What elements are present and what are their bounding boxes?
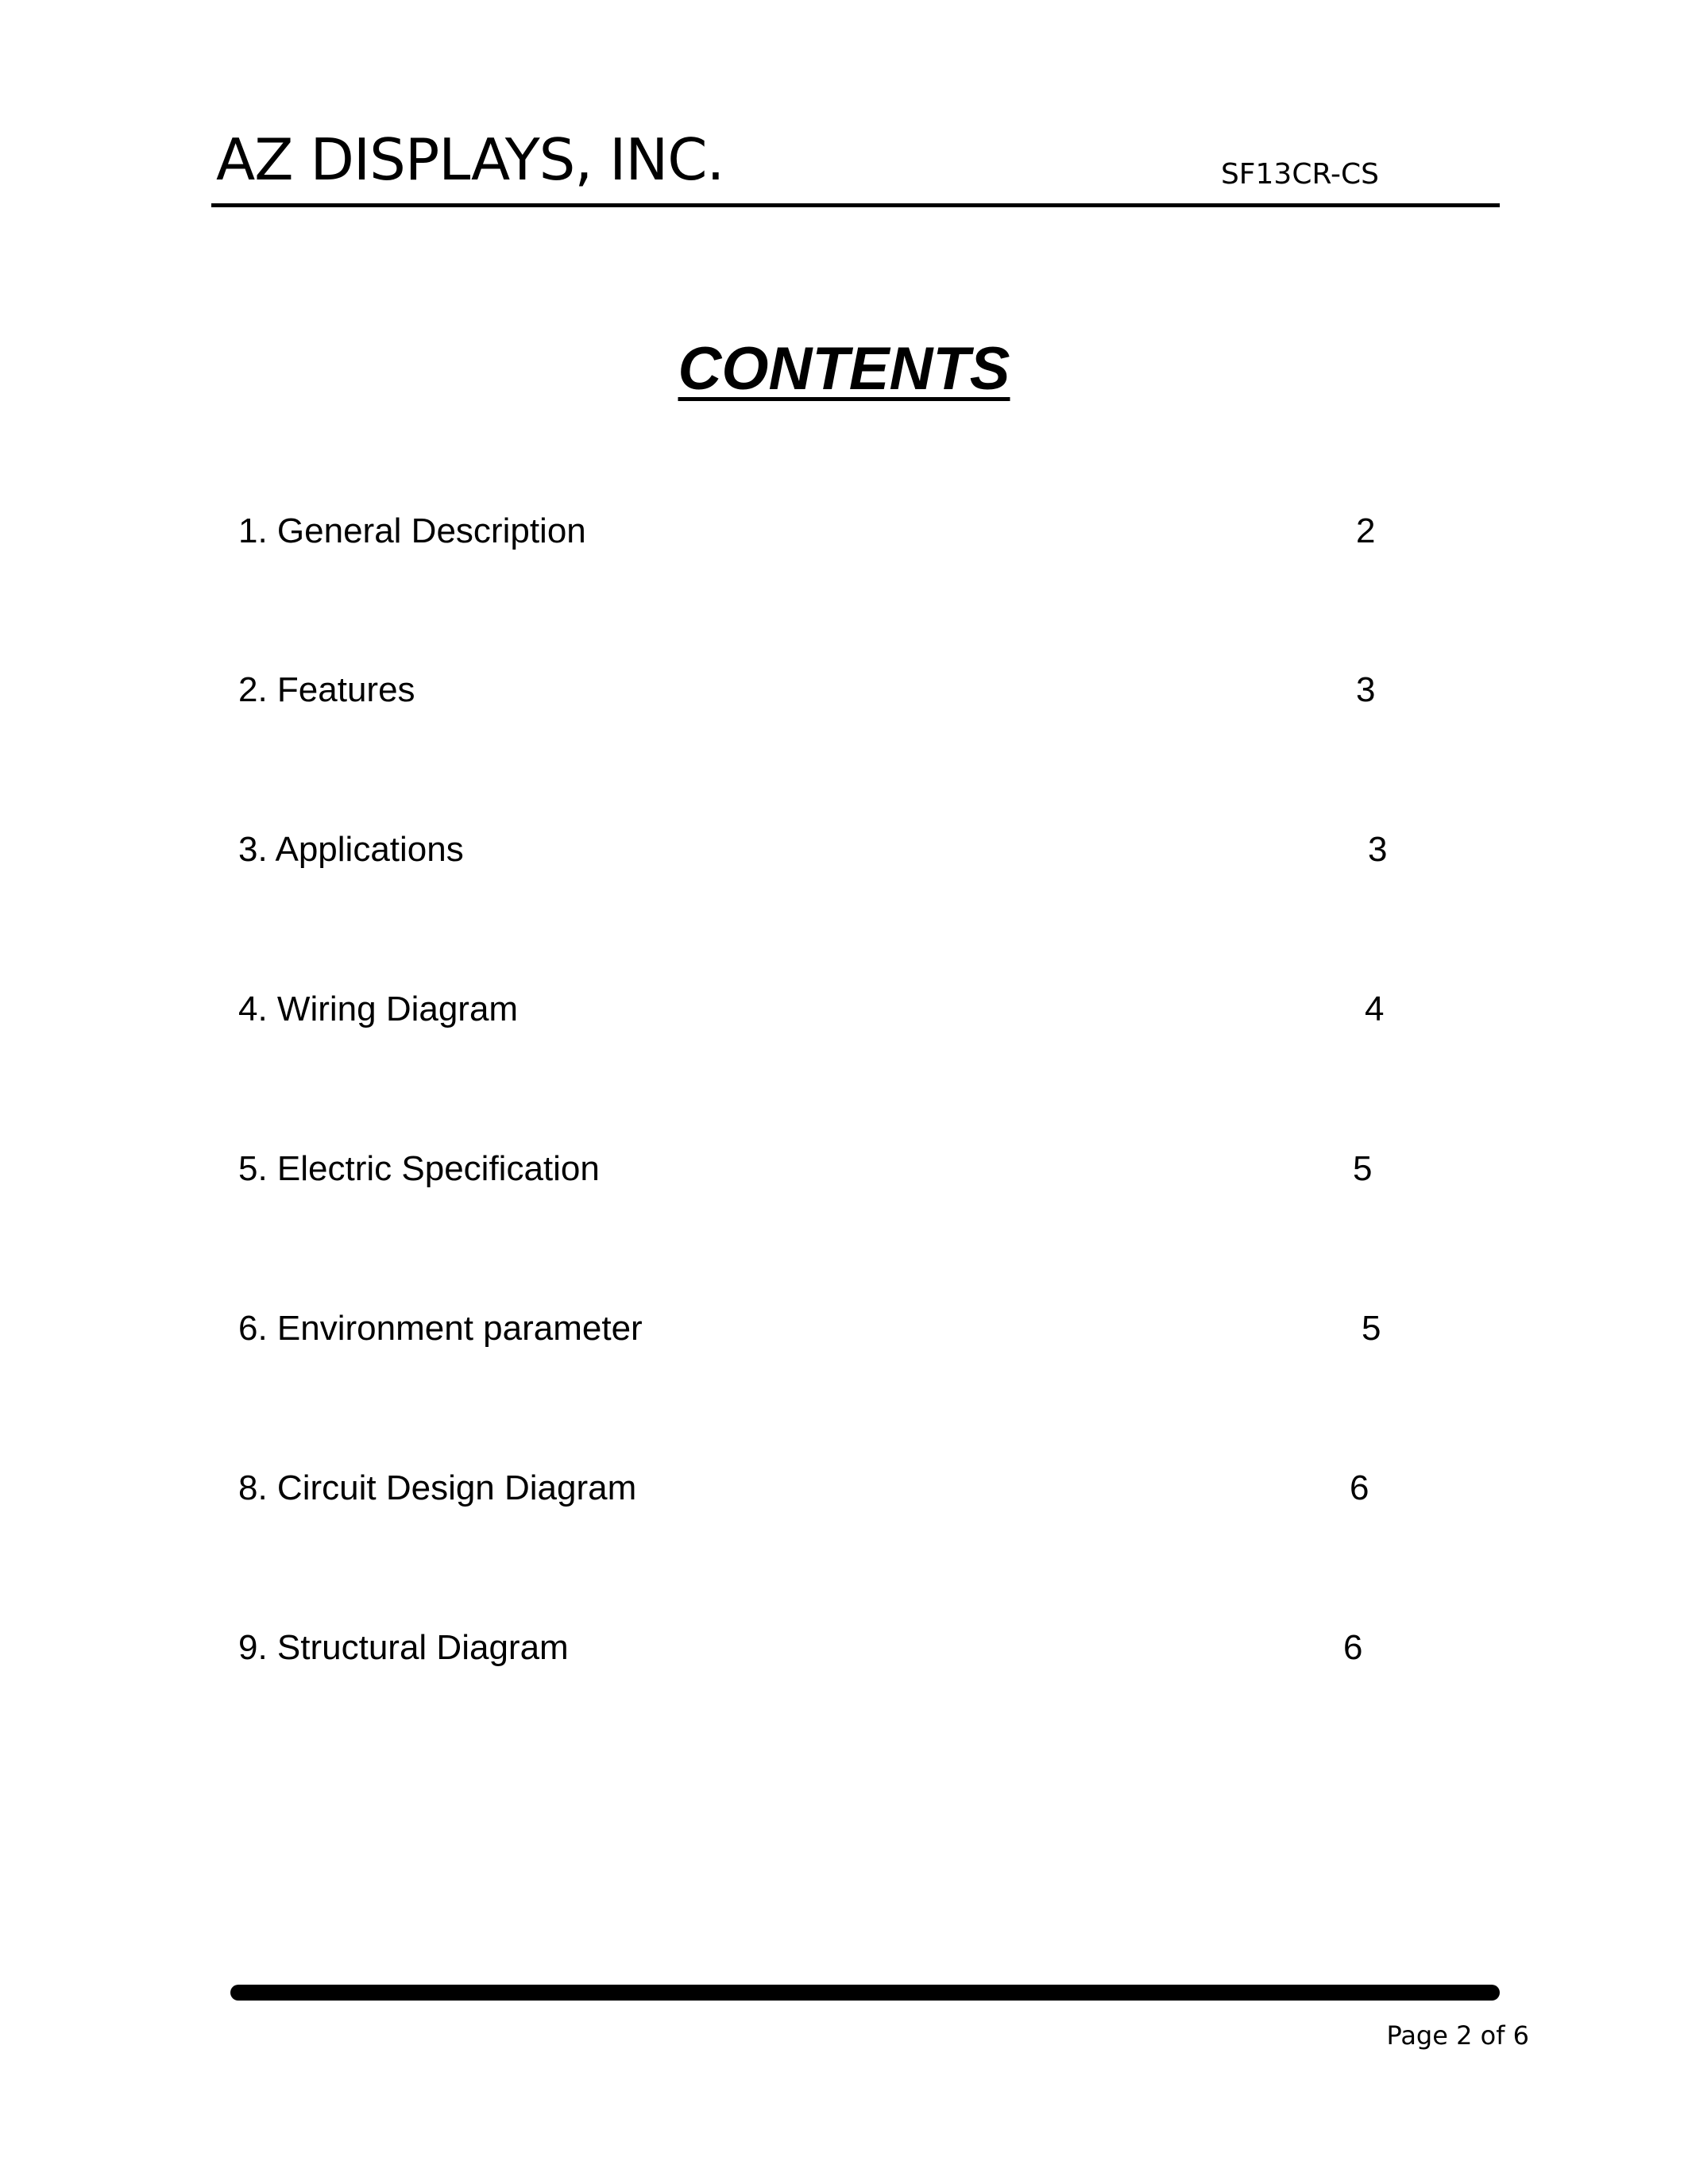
toc-entry-page: 3 <box>1368 830 1388 869</box>
toc-entry-page: 2 <box>1356 511 1376 550</box>
toc-entry-label: 2. Features <box>238 670 415 709</box>
model-number: SF13CR-CS <box>1220 158 1379 191</box>
page-title: CONTENTS <box>678 335 1010 403</box>
toc-entry[interactable] <box>0 1624 1688 1672</box>
toc-entry[interactable] <box>0 666 1688 714</box>
header-divider <box>211 203 1500 207</box>
toc-entry[interactable] <box>0 826 1688 874</box>
toc-entry-page: 5 <box>1353 1149 1373 1188</box>
company-name: AZ DISPLAYS, INC. <box>216 126 724 193</box>
toc-entry-label: 8. Circuit Design Diagram <box>238 1468 637 1507</box>
toc-entry[interactable] <box>0 507 1688 555</box>
toc-entry-page: 6 <box>1343 1628 1363 1667</box>
toc-entry-page: 5 <box>1362 1309 1381 1348</box>
toc-entry-label: 1. General Description <box>238 511 586 550</box>
toc-entry-label: 9. Structural Diagram <box>238 1628 569 1667</box>
toc-entry-label: 4. Wiring Diagram <box>238 990 519 1028</box>
toc-entry[interactable] <box>0 986 1688 1033</box>
toc-entry-label: 3. Applications <box>238 830 464 869</box>
footer-divider <box>230 1985 1500 2001</box>
toc-entry-label: 6. Environment parameter <box>238 1309 643 1348</box>
toc-entry-page: 4 <box>1365 990 1385 1028</box>
toc-entry-label: 5. Electric Specification <box>238 1149 600 1188</box>
toc-entry[interactable] <box>0 1305 1688 1352</box>
toc-entry[interactable] <box>0 1145 1688 1193</box>
page-number: Page 2 of 6 <box>1386 2020 1529 2051</box>
toc-entry-page: 6 <box>1350 1468 1369 1507</box>
toc-entry-page: 3 <box>1356 670 1376 709</box>
toc-entry[interactable] <box>0 1464 1688 1512</box>
